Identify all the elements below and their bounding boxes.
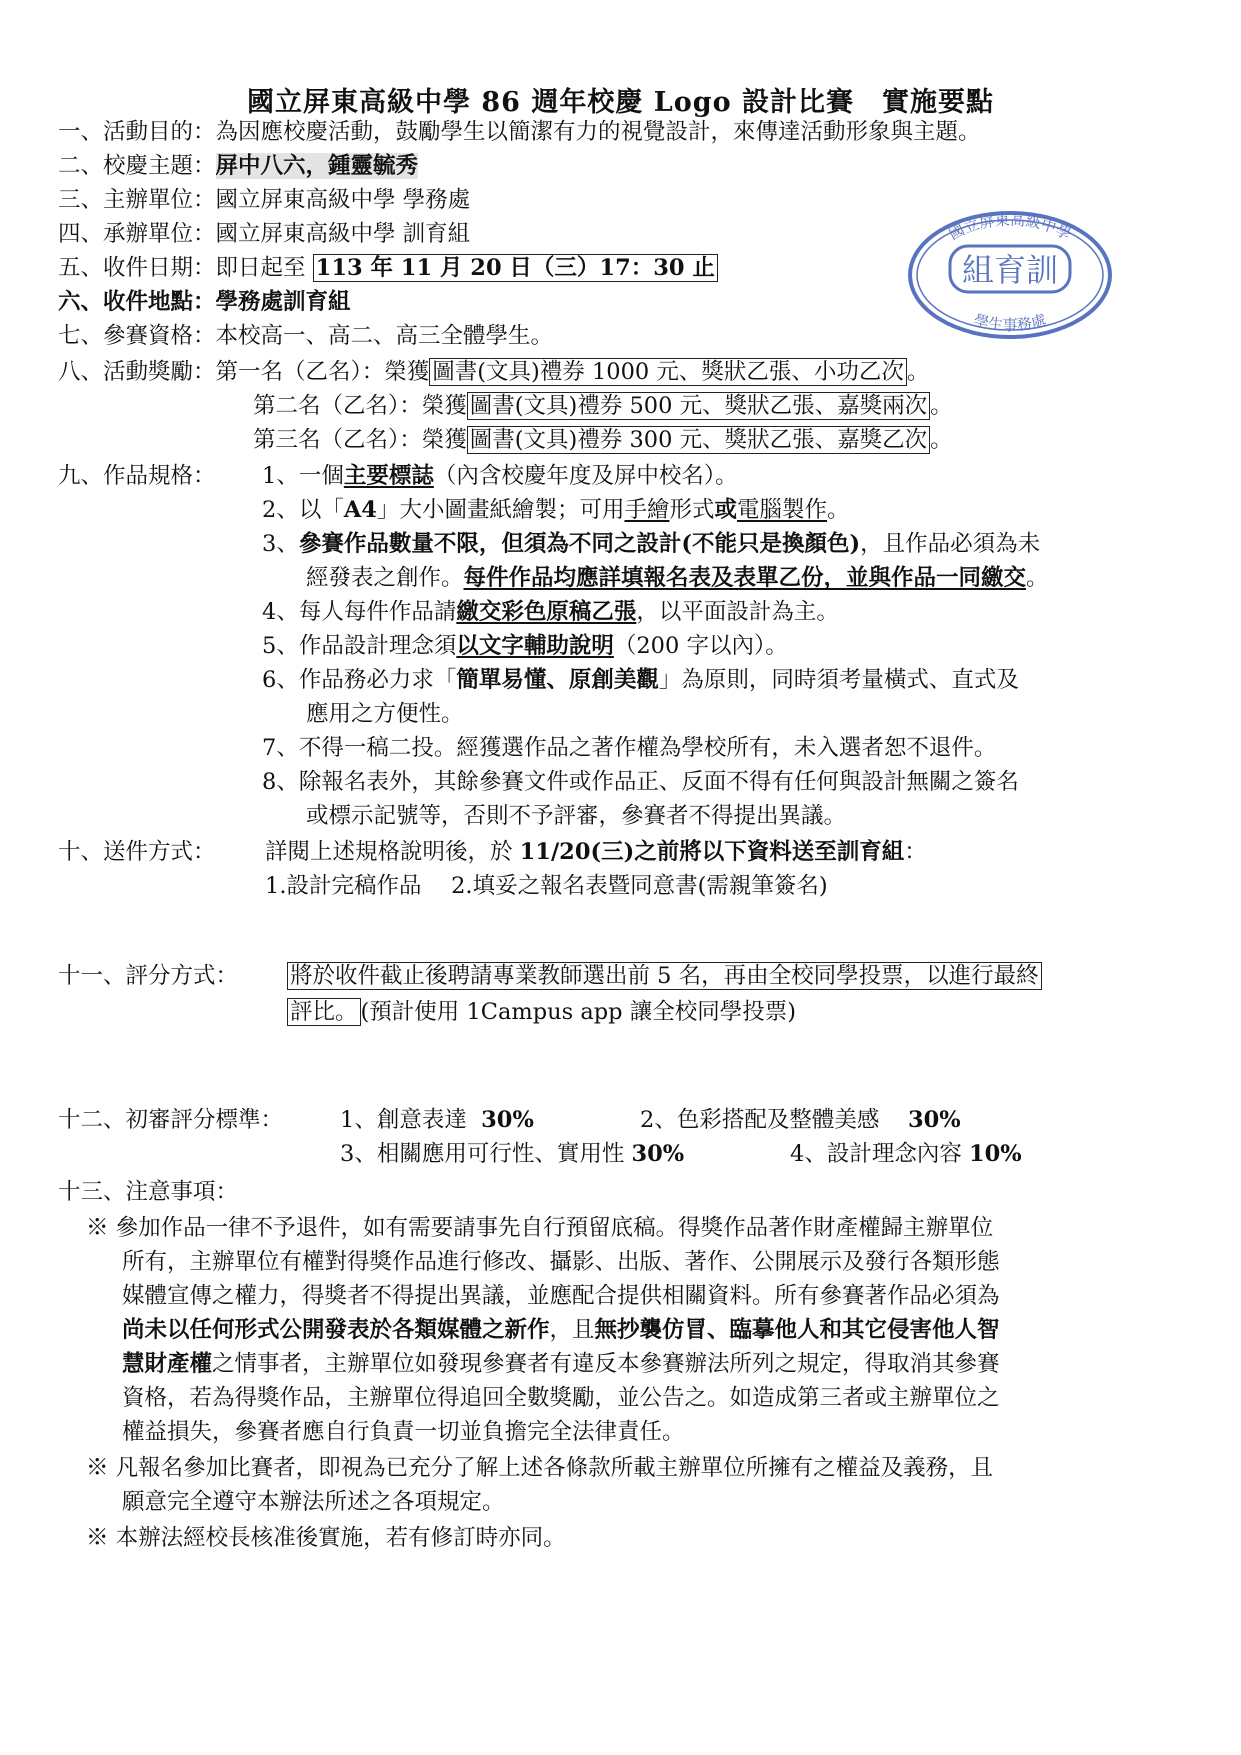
submission-items <box>265 870 828 902</box>
spec-text: 8、除報名表外，其餘參賽文件或作品正、反面不得有任何與設計無關之簽名 <box>262 769 1019 795</box>
spec-text: 7、不得一稿二投。經獲選作品之著作權為學校所有，未入選者恕不退件。 <box>262 735 997 761</box>
notes-2-line-1 <box>86 1452 993 1484</box>
criterion-label: 1、創意表達 <box>340 1107 467 1133</box>
spec-text: 1、一個 <box>262 463 344 489</box>
section-label: 一、活動目的： <box>58 119 216 145</box>
criterion-label: 2、色彩搭配及整體美感 <box>640 1107 880 1133</box>
prize-rank: 第三名（乙名）：榮獲 <box>253 427 467 453</box>
section-label: 二、校慶主題： <box>58 153 216 179</box>
spec-text: 經發表之創作。 <box>306 565 464 591</box>
seal-center-text: 組育訓 <box>961 251 1059 289</box>
notes-2-line-2 <box>122 1486 505 1518</box>
spec-2 <box>262 494 850 526</box>
section-label: 十、送件方式： <box>58 839 216 865</box>
notes-1-line-1 <box>86 1212 993 1244</box>
note-text: 權益損失，參賽者應自行負責一切並負擔完全法律責任。 <box>122 1419 685 1445</box>
section-label: 四、承辦單位： <box>58 221 216 247</box>
notes-1-line-3 <box>122 1280 1000 1312</box>
spec-1 <box>262 460 738 492</box>
spec-text: ，且作品必須為未 <box>860 531 1041 557</box>
seal-bottom-text <box>972 311 1048 334</box>
spec-emphasis: 簡單易懂、原創美觀 <box>456 667 659 693</box>
spec-text: 6、作品務必力求「 <box>262 667 457 693</box>
section-label: 八、活動獎勵： <box>58 359 216 385</box>
spec-emphasis: 參賽作品數量不限，但須為不同之設計(不能只是換顏色) <box>298 531 861 557</box>
criterion-percent: 30% <box>631 1141 685 1167</box>
spec-text: （內含校慶年度及屏中校名）。 <box>433 463 738 489</box>
section-theme <box>58 150 418 182</box>
theme-text: 屏中八六，鍾靈毓秀 <box>215 153 419 179</box>
section-deadline <box>58 252 718 284</box>
note-text: 願意完全遵守本辦法所述之各項規定。 <box>122 1489 505 1515</box>
section-co-organizer <box>58 218 470 250</box>
criterion-2 <box>640 1104 961 1136</box>
notes-1-line-2 <box>122 1246 1000 1278</box>
notes-1-line-5 <box>122 1348 1000 1380</box>
scoring-boxed-text: 評比。 <box>287 998 361 1026</box>
section-label: 十一、評分方式： <box>58 963 239 989</box>
criterion-percent: 30% <box>481 1107 534 1133</box>
spec-text: 4、每人每件作品請 <box>262 599 457 625</box>
section-label: 六、收件地點： <box>58 289 216 315</box>
section-label: 七、參賽資格： <box>58 323 216 349</box>
section-label: 十二、初審評分標準： <box>58 1107 284 1133</box>
notes-3 <box>86 1522 566 1554</box>
spec-3-cont <box>306 562 1049 594</box>
note-text: 之情事者，主辦單位如發現參賽者有違反本參賽辦法所列之規定，得取消其參賽 <box>212 1351 1000 1377</box>
seal-top-text <box>946 211 1074 244</box>
spec-emphasis: 繳交彩色原稿乙張 <box>456 599 637 625</box>
section-text: 為因應校慶活動，鼓勵學生以簡潔有力的視覺設計，來傳達活動形象與主題。 <box>215 119 981 145</box>
prize-award: 圖書(文具)禮券 500 元、獎狀乙張、嘉獎兩次 <box>467 392 930 420</box>
spec-emphasis: 或 <box>714 497 738 523</box>
spec-emphasis: 電腦製作 <box>737 497 828 523</box>
note-emphasis: 慧財產權 <box>122 1351 213 1377</box>
spec-5 <box>262 630 788 662</box>
deadline-prefix: 即日起至 <box>215 255 313 281</box>
spec-3 <box>262 528 1040 560</box>
note-text: ※ 凡報名參加比賽者，即視為已充分了解上述各條款所載主辦單位所擁有之權益及義務，且 <box>86 1455 994 1481</box>
criterion-4 <box>790 1138 1022 1170</box>
spec-6 <box>262 664 1019 696</box>
note-text: ，且 <box>549 1317 595 1343</box>
prize-award: 圖書(文具)禮券 1000 元、獎狀乙張、小功乙次 <box>429 358 907 386</box>
note-text: 資格，若為得獎作品，主辦單位得追回全數獎勵，並公告之。如造成第三者或主辦單位之 <box>122 1385 1000 1411</box>
spec-text: 。 <box>827 497 850 523</box>
section-purpose <box>58 116 981 148</box>
section-text: 國立屏東高級中學 訓育組 <box>215 221 471 247</box>
deadline-date: 113 年 11 月 20 日（三）17：30 止 <box>313 254 718 282</box>
spec-text: 2、以「 <box>262 497 344 523</box>
section-label: 三、主辦單位： <box>58 187 216 213</box>
section-scoring <box>58 960 238 992</box>
prize-end: 。 <box>906 359 930 385</box>
prize-row-second <box>253 390 953 422</box>
location-text: 學務處訓育組 <box>215 289 351 315</box>
spec-emphasis: 以文字輔助說明 <box>456 633 614 659</box>
spec-8-cont <box>306 800 846 832</box>
criterion-percent: 10% <box>968 1141 1022 1167</box>
submission-emphasis: 11/20(三)之前將以下資料送至訓育組 <box>519 839 905 865</box>
prize-end: 。 <box>930 427 953 453</box>
scoring-box-line-1 <box>287 960 1042 992</box>
section-location <box>58 286 351 318</box>
spec-text: 」大小圖畫紙繪製；可用 <box>376 497 625 523</box>
scoring-note: (預計使用 1Campus app 讓全校同學投票) <box>360 999 796 1025</box>
section-criteria <box>58 1104 283 1136</box>
submission-list: 1.設計完稿作品 2.填妥之報名表暨同意書(需親筆簽名) <box>265 873 828 899</box>
criterion-percent: 30% <box>907 1107 961 1133</box>
note-text: 所有，主辦單位有權對得獎作品進行修改、攝影、出版、著作、公開展示及發行各類形態 <box>122 1249 1000 1275</box>
submission-text <box>265 836 927 868</box>
spec-text: ，以平面設計為主。 <box>636 599 839 625</box>
spec-text: 」為原則，同時須考量橫式、直式及 <box>658 667 1019 693</box>
notes-1-line-6 <box>122 1382 1000 1414</box>
spec-text: 形式 <box>669 497 715 523</box>
spec-8 <box>262 766 1019 798</box>
spec-text: （200 字以內）。 <box>613 633 788 659</box>
seal-group <box>910 211 1110 337</box>
submission-pre: 詳閱上述規格說明後，於 <box>265 839 520 865</box>
criterion-label: 4、設計理念內容 <box>790 1141 962 1167</box>
scoring-boxed-text: 將於收件截止後聘請專業教師選出前 5 名，再由全校同學投票，以進行最終 <box>287 962 1042 990</box>
criterion-3 <box>340 1138 684 1170</box>
note-text: ※ 參加作品一律不予退件，如有需要請事先自行預留底稿。得獎作品著作財產權歸主辦單位 <box>86 1215 994 1241</box>
prize-row-third <box>253 424 953 456</box>
spec-4 <box>262 596 839 628</box>
spec-7 <box>262 732 996 764</box>
prize-end: 。 <box>930 393 953 419</box>
section-notes <box>58 1176 238 1208</box>
spec-text: 。 <box>1026 565 1049 591</box>
criterion-label: 3、相關應用可行性、實用性 <box>340 1141 625 1167</box>
section-text: 本校高一、高二、高三全體學生。 <box>215 323 554 349</box>
note-emphasis: 尚未以任何形式公開發表於各類媒體之新作 <box>122 1317 550 1343</box>
prize-award: 圖書(文具)禮券 300 元、獎狀乙張、嘉獎乙次 <box>467 426 930 454</box>
document-title: 國立屏東高級中學 86 週年校慶 Logo 設計比賽 實施要點 <box>246 87 995 118</box>
official-seal-stamp <box>905 210 1115 340</box>
criterion-1 <box>340 1104 534 1136</box>
submission-colon: ： <box>904 839 927 865</box>
note-text: ※ 本辦法經校長核准後實施，若有修訂時亦同。 <box>86 1525 566 1551</box>
section-label: 十三、注意事項： <box>58 1179 239 1205</box>
section-eligibility <box>58 320 553 352</box>
note-text: 媒體宣傳之權力，得獎者不得提出異議，並應配合提供相關資料。所有參賽著作品必須為 <box>122 1283 1000 1309</box>
notes-1-line-4 <box>122 1314 1000 1346</box>
seal-top-arc: 國立屏東高級中學 <box>945 210 1075 244</box>
seal-bottom-arc: 學生事務處 <box>971 310 1049 335</box>
prize-rank: 第一名（乙名）：榮獲 <box>215 359 430 385</box>
spec-text: 5、作品設計理念須 <box>262 633 457 659</box>
section-text: 國立屏東高級中學 學務處 <box>215 187 471 213</box>
spec-text: 或標示記號等，否則不予評審，參賽者不得提出異議。 <box>306 803 847 829</box>
notes-1-line-7 <box>122 1416 685 1448</box>
spec-text: 3、 <box>262 531 299 557</box>
section-specs <box>58 460 216 492</box>
section-organizer <box>58 184 470 216</box>
note-emphasis: 無抄襲仿冒、臨摹他人和其它侵害他人智 <box>594 1317 1000 1343</box>
spec-emphasis: A4 <box>343 497 377 523</box>
scoring-box-line-2 <box>287 996 796 1028</box>
section-label: 五、收件日期： <box>58 255 216 281</box>
spec-emphasis: 每件作品均應詳填報名表及表單乙份，並與作品一同繳交 <box>463 565 1027 591</box>
section-label: 九、作品規格： <box>58 463 216 489</box>
spec-6-cont <box>306 698 464 730</box>
spec-emphasis: 主要標誌 <box>343 463 434 489</box>
prize-rank: 第二名（乙名）：榮獲 <box>253 393 467 419</box>
section-rewards <box>58 356 929 388</box>
spec-text: 應用之方便性。 <box>306 701 464 727</box>
section-submission <box>58 836 216 868</box>
spec-emphasis: 手繪 <box>624 497 670 523</box>
